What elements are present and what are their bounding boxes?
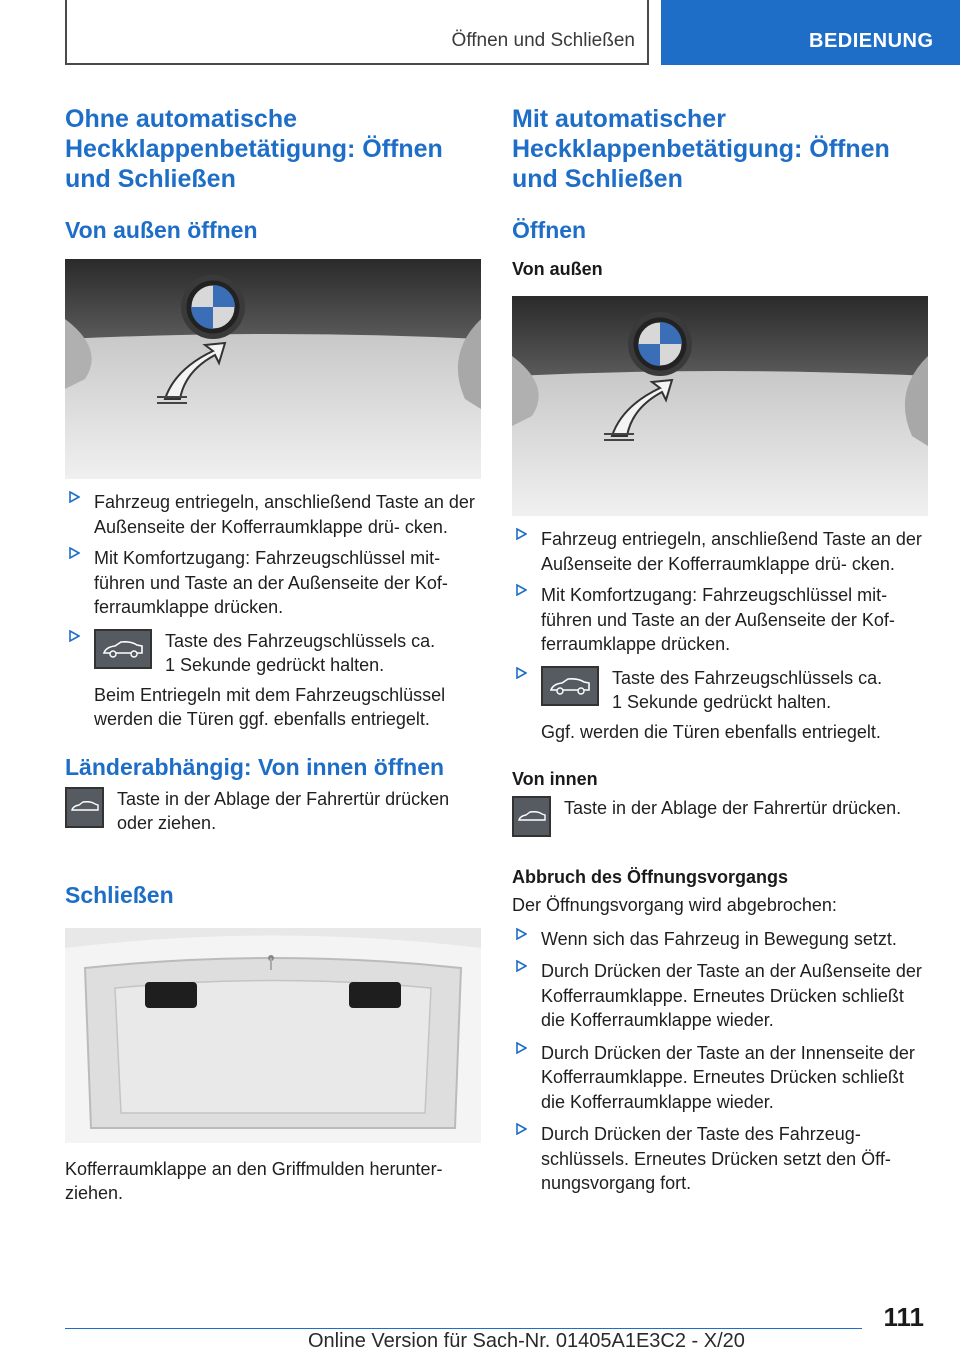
triangle-bullet-icon — [69, 547, 80, 559]
heading-close: Schließen — [65, 881, 174, 908]
key-instruction-2: 1 Sekunde gedrückt halten. — [165, 655, 385, 675]
list-item — [512, 666, 928, 745]
section-title: Öffnen und Schließen — [451, 30, 635, 51]
footer-online-version: Online Version für Sach-Nr. 01405A1E3C2 - X/20 — [308, 1330, 745, 1352]
chapter-tab-label: BEDIENUNG — [809, 30, 934, 52]
triangle-bullet-icon — [516, 1042, 527, 1054]
list-item: Fahrzeug entriegeln, anschließend Taste an der Außenseite der Kofferraumklappe drü‐ cken. — [65, 490, 481, 539]
abort-intro: Der Öffnungsvorgang wird abgebrochen: — [512, 895, 837, 915]
heading-open-outside: Von außen öffnen — [65, 217, 258, 243]
key-trunk-button-icon — [94, 629, 152, 669]
inside-instruction: Taste in der Ablage der Fahrertür drücken oder ziehen. — [117, 788, 450, 833]
key-trunk-button-icon — [541, 666, 599, 706]
triangle-bullet-icon — [516, 528, 527, 540]
heading-from-inside: Von innen — [512, 769, 598, 789]
chapter-tab[interactable] — [661, 0, 960, 65]
key-instruction: Taste des Fahrzeugschlüssels ca. — [165, 630, 436, 651]
triangle-bullet-icon — [516, 584, 527, 596]
triangle-bullet-icon — [516, 928, 527, 940]
heading-open: Öffnen — [512, 217, 587, 243]
triangle-bullet-icon — [516, 960, 527, 972]
list-item: Mit Komfortzugang: Fahrzeugschlüssel mit‐ führen und Taste an der Außenseite der Kof‐ ferraumklappe drücken. — [65, 546, 481, 620]
triangle-bullet-icon — [69, 491, 80, 503]
door-button-icon — [512, 796, 551, 837]
list-item: Mit Komfortzugang: Fahrzeugschlüssel mit‐ führen und Taste an der Außenseite der Kof‐ ferraumklappe drücken. — [512, 583, 928, 657]
left-column — [65, 104, 481, 1206]
close-caption: Kofferraumklappe an den Griffmulden herunter‐ ziehen. — [65, 1158, 443, 1203]
key-note: Ggf. werden die Türen ebenfalls entriegelt. — [541, 721, 881, 742]
inside-instruction: Taste in der Ablage der Fahrertür drücken. — [564, 798, 902, 818]
heading-abort: Abbruch des Öffnungsvorgangs — [512, 867, 789, 887]
right-heading: Mit automatischer Heckklappenbetätigung: Öffnen und Schließen — [512, 105, 890, 193]
list-item: Durch Drücken der Taste des Fahrzeug‐ schlüssels. Erneutes Drücken setzt den Öff‐ nungsvorgang fort. — [512, 1122, 928, 1196]
list-item: Fahrzeug entriegeln, anschließend Taste an der Außenseite der Kofferraumklappe drü‐ cken. — [512, 527, 928, 576]
trunk-button-photo — [65, 259, 481, 479]
list-item: Durch Drücken der Taste an der Innenseite der Kofferraumklappe. Erneutes Drücken schließt die Kofferraumklappe wieder. — [512, 1041, 928, 1115]
header-bar — [65, 0, 649, 65]
left-heading: Ohne automatische Heckklappenbetätigung: Öffnen und Schließen — [65, 105, 443, 193]
key-instruction: Taste des Fahrzeugschlüssels ca. — [612, 667, 883, 688]
heading-from-outside: Von außen — [512, 259, 603, 279]
heading-open-inside: Länderabhängig: Von innen öffnen — [65, 753, 445, 780]
page-number: 111 — [883, 1302, 924, 1332]
key-instruction-2: 1 Sekunde gedrückt halten. — [612, 692, 832, 712]
right-column — [512, 104, 928, 1196]
triangle-bullet-icon — [69, 630, 80, 642]
list-item: Wenn sich das Fahrzeug in Bewegung setzt. — [512, 927, 928, 952]
trunk-button-photo-2 — [512, 296, 928, 516]
key-note: Beim Entriegeln mit dem Fahrzeugschlüssel werden die Türen ggf. ebenfalls entriegelt. — [94, 684, 446, 729]
footer-divider — [65, 1328, 862, 1329]
trunk-lid-photo — [65, 928, 481, 1143]
list-item — [65, 629, 481, 732]
door-button-icon — [65, 787, 104, 828]
triangle-bullet-icon — [516, 1123, 527, 1135]
list-item: Durch Drücken der Taste an der Außenseite der Kofferraumklappe. Erneutes Drücken schließt die Kofferraumklappe wieder. — [512, 959, 928, 1033]
triangle-bullet-icon — [516, 667, 527, 679]
